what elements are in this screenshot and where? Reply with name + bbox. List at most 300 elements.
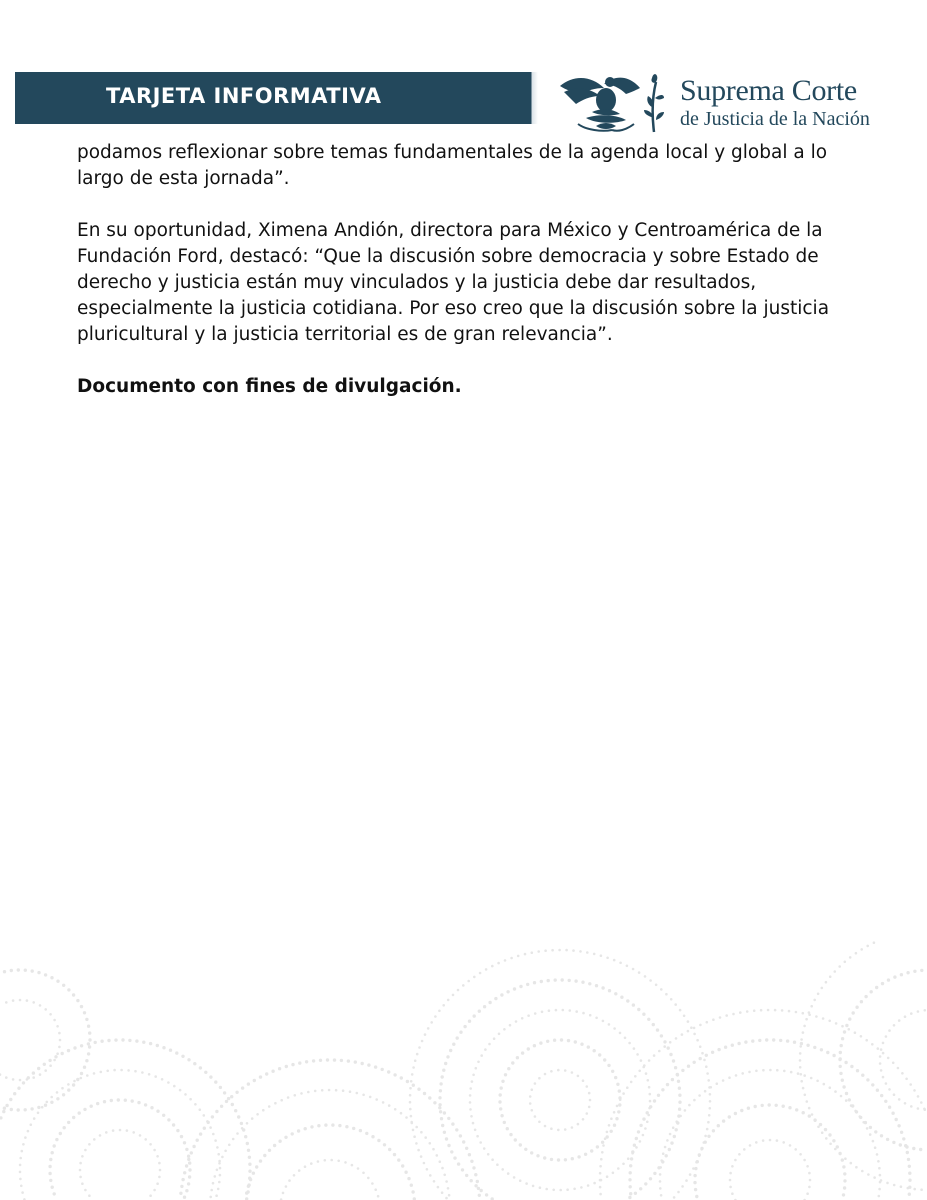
watermark-dot: [409, 1087, 412, 1090]
watermark-dot: [669, 1133, 672, 1136]
watermark-dot: [552, 1189, 555, 1192]
watermark-dot: [105, 1131, 108, 1134]
watermark-dot: [728, 1115, 731, 1118]
watermark-dot: [39, 1004, 42, 1007]
watermark-dot: [795, 1108, 798, 1111]
watermark-dot: [731, 1044, 734, 1047]
watermark-dot: [871, 1083, 874, 1086]
watermark-dot: [53, 1192, 56, 1195]
watermark-dot: [248, 1163, 251, 1166]
watermark-dot: [480, 1189, 483, 1192]
watermark-dot: [898, 1098, 901, 1101]
watermark-dot: [5, 1076, 8, 1079]
watermark-dot: [898, 1019, 901, 1022]
watermark-dot: [79, 1169, 82, 1172]
watermark-dot: [638, 1070, 641, 1073]
watermark-dot: [698, 1153, 701, 1156]
watermark-dot: [479, 972, 482, 975]
watermark-dot: [427, 1027, 430, 1030]
watermark-dot: [455, 1128, 458, 1131]
watermark-dot: [445, 1197, 448, 1200]
watermark-dot: [218, 1181, 221, 1184]
watermark-dot: [800, 1038, 803, 1041]
watermark-dot: [908, 1165, 911, 1168]
watermark-dot: [37, 1106, 40, 1109]
watermark-dot: [24, 969, 27, 972]
document-body: [77, 140, 867, 426]
watermark-dot: [917, 1095, 920, 1098]
watermark-dot: [534, 1082, 537, 1085]
watermark-dot: [599, 1165, 602, 1168]
watermark-dot: [538, 1121, 541, 1124]
watermark-dot: [439, 1089, 442, 1092]
watermark-dot: [462, 984, 465, 987]
watermark-dot: [80, 1077, 83, 1080]
watermark-dot: [835, 1022, 838, 1025]
watermark-dot: [176, 1129, 179, 1132]
watermark-dot: [544, 1125, 547, 1128]
watermark-dot: [724, 1046, 727, 1049]
watermark-dot: [707, 1121, 710, 1124]
watermark-dot: [693, 1181, 696, 1184]
watermark-dot: [215, 1110, 218, 1113]
watermark-dot: [310, 1125, 313, 1128]
watermark-dot: [628, 1196, 631, 1199]
watermark-dot: [183, 1141, 186, 1144]
watermark-dot: [219, 1174, 222, 1177]
watermark-dot: [452, 1043, 455, 1046]
watermark-dot: [640, 1059, 643, 1062]
watermark-dot: [468, 1153, 471, 1156]
watermark-dot: [134, 1070, 137, 1073]
watermark-dot: [247, 1185, 250, 1188]
watermark-dot: [587, 1184, 590, 1187]
watermark-dot: [50, 1101, 53, 1104]
watermark-dot: [300, 1092, 303, 1095]
watermark-dot: [617, 1167, 620, 1170]
watermark-dot: [442, 1069, 445, 1072]
watermark-dot: [167, 1118, 170, 1121]
watermark-dot: [746, 1010, 749, 1013]
watermark-dot: [420, 1131, 423, 1134]
watermark-dot: [246, 1142, 249, 1145]
watermark-dot: [324, 1159, 327, 1162]
watermark-dot: [475, 1067, 478, 1070]
watermark-dot: [81, 1182, 84, 1185]
watermark-dot: [859, 1116, 862, 1119]
watermark-dot: [37, 971, 40, 974]
watermark-dot: [135, 1039, 138, 1042]
watermark-dot: [544, 1073, 547, 1076]
watermark-dot: [503, 1121, 506, 1124]
watermark-dot: [860, 948, 863, 951]
watermark-dot: [421, 1040, 424, 1043]
watermark-dot: [255, 1165, 258, 1168]
watermark-dot: [312, 1059, 315, 1062]
watermark-dot: [326, 1058, 329, 1061]
watermark-dot: [747, 1107, 750, 1110]
watermark-dot: [10, 1108, 13, 1111]
watermark-dot: [388, 1104, 391, 1107]
watermark-dot: [32, 1076, 35, 1079]
watermark-dot: [741, 1072, 744, 1075]
watermark-dot: [149, 1143, 152, 1146]
watermark-dot: [124, 1099, 127, 1102]
watermark-dot: [805, 1018, 808, 1021]
watermark-dot: [154, 1075, 157, 1078]
watermark-dot: [648, 1086, 651, 1089]
watermark-dot: [565, 949, 568, 952]
watermark-dot: [158, 1162, 161, 1165]
watermark-dot: [99, 1134, 102, 1137]
watermark-dot: [917, 1107, 920, 1110]
watermark-dot: [401, 1164, 404, 1167]
watermark-dot: [507, 1172, 510, 1175]
watermark-dot: [876, 1089, 879, 1092]
watermark-dot: [513, 1176, 516, 1179]
watermark-dot: [748, 1071, 751, 1074]
watermark-dot: [913, 1188, 916, 1191]
watermark-dot: [488, 1043, 491, 1046]
watermark-dot: [624, 1037, 627, 1040]
watermark-dot: [681, 1033, 684, 1036]
watermark-dot: [873, 1176, 876, 1179]
watermark-dot: [291, 1063, 294, 1066]
watermark-dot: [907, 1187, 910, 1190]
watermark-dot: [219, 1167, 222, 1170]
watermark-dot: [479, 1141, 482, 1144]
watermark-dot: [443, 1131, 446, 1134]
watermark-dot: [631, 1150, 634, 1153]
watermark-dot: [810, 1077, 813, 1080]
watermark-dot: [710, 1086, 713, 1089]
watermark-dot: [615, 1117, 618, 1120]
watermark-dot: [187, 1058, 190, 1061]
watermark-dot: [772, 1038, 775, 1041]
watermark-dot: [441, 1167, 444, 1170]
watermark-dot: [433, 1180, 436, 1183]
watermark-dot: [167, 1081, 170, 1084]
watermark-dot: [632, 1003, 635, 1006]
watermark-dot: [409, 1101, 412, 1104]
watermark-dot: [540, 980, 543, 983]
watermark-dot: [85, 1059, 88, 1062]
watermark-dot: [610, 1117, 613, 1120]
watermark-dot: [904, 1015, 907, 1018]
watermark-dot: [450, 1150, 453, 1153]
watermark-dot: [842, 1085, 845, 1088]
watermark-dot: [564, 1069, 567, 1072]
watermark-dot: [76, 999, 79, 1002]
watermark-dot: [221, 1156, 224, 1159]
watermark-dot: [53, 1019, 56, 1022]
watermark-dot: [519, 1179, 522, 1182]
watermark-dot: [37, 1112, 40, 1115]
watermark-dot: [765, 1038, 768, 1041]
watermark-dot: [814, 1119, 817, 1122]
watermark-dot: [317, 1160, 320, 1163]
watermark-dot: [587, 1045, 590, 1048]
watermark-dot: [432, 1148, 435, 1151]
watermark-dot: [829, 1143, 832, 1146]
watermark-dot: [359, 1129, 362, 1132]
watermark-dot: [732, 1013, 735, 1016]
watermark-dot: [478, 1010, 481, 1013]
watermark-dot: [438, 1103, 441, 1106]
watermark-dot: [800, 1073, 803, 1076]
watermark-dot: [288, 1179, 291, 1182]
watermark-dot: [768, 1103, 771, 1106]
watermark-dot: [626, 965, 629, 968]
watermark-dot: [820, 1048, 823, 1051]
watermark-dot: [188, 1161, 191, 1164]
watermark-dot: [679, 1115, 682, 1118]
watermark-dot: [902, 1137, 905, 1140]
watermark-dot: [638, 971, 641, 974]
watermark-dot: [72, 1116, 75, 1119]
watermark-dot: [411, 1122, 414, 1125]
watermark-dot: [908, 1193, 911, 1196]
watermark-dot: [687, 1030, 690, 1033]
watermark-dot: [800, 1080, 803, 1083]
watermark-dot: [527, 1014, 530, 1017]
watermark-dot: [447, 999, 450, 1002]
watermark-dot: [438, 1106, 441, 1109]
watermark-dot: [282, 1192, 285, 1195]
watermark-dot: [865, 1039, 868, 1042]
watermark-dot: [183, 1196, 186, 1199]
watermark-dot: [632, 968, 635, 971]
watermark-dot: [816, 1080, 819, 1083]
watermark-dot: [524, 953, 527, 956]
watermark-dot: [870, 990, 873, 993]
watermark-dot: [840, 1044, 843, 1047]
watermark-dot: [463, 1025, 466, 1028]
watermark-dot: [606, 1131, 609, 1134]
watermark-dot: [214, 1175, 217, 1178]
watermark-dot: [823, 1083, 826, 1086]
watermark-dot: [62, 1126, 65, 1129]
watermark-dot: [217, 1188, 220, 1191]
watermark-dot: [448, 1194, 451, 1197]
watermark-dot: [83, 1011, 86, 1014]
watermark-dot: [500, 1114, 503, 1117]
watermark-dot: [708, 1114, 711, 1117]
watermark-dot: [656, 1028, 659, 1031]
watermark-dot: [162, 1046, 165, 1049]
watermark-dot: [905, 1078, 908, 1081]
watermark-dot: [776, 1139, 779, 1142]
watermark-dot: [190, 1151, 193, 1154]
watermark-dot: [132, 1131, 135, 1134]
watermark-dot: [487, 1153, 490, 1156]
watermark-dot: [893, 1024, 896, 1027]
watermark-dot: [291, 1132, 294, 1135]
watermark-dot: [848, 1028, 851, 1031]
watermark-dot: [716, 1082, 719, 1085]
watermark-dot: [411, 1190, 414, 1193]
watermark-dot: [268, 1105, 271, 1108]
watermark-dot: [860, 1035, 863, 1038]
watermark-dot: [878, 1167, 881, 1170]
watermark-dot: [828, 1133, 831, 1136]
watermark-dot: [43, 1063, 46, 1066]
watermark-dot: [224, 1150, 227, 1153]
watermark-dot: [864, 1121, 867, 1124]
watermark-dot: [851, 1104, 854, 1107]
watermark-dot: [189, 1098, 192, 1101]
watermark-dot: [800, 1042, 803, 1045]
watermark-dot: [413, 1135, 416, 1138]
watermark-dot: [599, 1186, 602, 1189]
watermark-dot: [51, 1186, 54, 1189]
watermark-dot: [84, 1189, 87, 1192]
watermark-dot: [474, 1184, 477, 1187]
watermark-dot: [521, 1017, 524, 1020]
watermark-dot: [533, 1044, 536, 1047]
watermark-dot: [875, 986, 878, 989]
watermark-dot: [717, 1124, 720, 1127]
watermark-dot: [470, 1115, 473, 1118]
watermark-dot: [244, 1135, 247, 1138]
watermark-dot: [76, 1078, 79, 1081]
watermark-dot: [644, 1127, 647, 1130]
watermark-dot: [734, 1112, 737, 1115]
watermark-dot: [821, 987, 824, 990]
watermark-dot: [824, 1128, 827, 1131]
watermark-dot: [855, 1110, 858, 1113]
watermark-dot: [338, 1124, 341, 1127]
watermark-dot: [619, 962, 622, 965]
watermark-dot: [637, 1130, 640, 1133]
watermark-dot: [547, 979, 550, 982]
watermark-dot: [511, 1061, 514, 1064]
watermark-dot: [17, 1087, 20, 1090]
watermark-dot: [361, 1062, 364, 1065]
watermark-dot: [841, 1037, 844, 1040]
watermark-dot: [826, 1051, 829, 1054]
watermark-dot: [493, 1037, 496, 1040]
watermark-dot: [737, 1042, 740, 1045]
watermark-dot: [17, 1108, 20, 1111]
watermark-dot: [22, 1081, 25, 1084]
watermark-dot: [188, 1175, 191, 1178]
watermark-dot: [554, 978, 557, 981]
watermark-dot: [707, 1079, 710, 1082]
watermark-dot: [30, 1107, 33, 1110]
watermark-dot: [619, 1098, 622, 1101]
watermark-dot: [256, 1113, 259, 1116]
watermark-dot: [84, 1149, 87, 1152]
watermark-dot: [648, 1059, 651, 1062]
watermark-dot: [869, 1133, 872, 1136]
watermark-dot: [247, 1149, 250, 1152]
watermark-dot: [788, 1010, 791, 1013]
watermark-dot: [874, 1146, 877, 1149]
watermark-dot: [782, 1105, 785, 1108]
watermark-dot: [393, 1073, 396, 1076]
watermark-dot: [494, 997, 497, 1000]
watermark-dot: [728, 1076, 731, 1079]
watermark-dot: [139, 1134, 142, 1137]
watermark-dot: [693, 1174, 696, 1177]
watermark-dot: [44, 1008, 47, 1011]
watermark-dot: [815, 1015, 818, 1018]
watermark-dot: [813, 999, 816, 1002]
watermark-dot: [488, 1001, 491, 1004]
watermark-dot: [441, 1124, 444, 1127]
watermark-dot: [722, 1119, 725, 1122]
watermark-dot: [557, 1158, 560, 1161]
watermark-dot: [717, 1048, 720, 1051]
watermark-dot: [230, 1095, 233, 1098]
watermark-dot: [362, 1172, 365, 1175]
watermark-dot: [180, 1135, 183, 1138]
watermark-dot: [2, 1110, 5, 1113]
watermark-dot: [158, 1176, 161, 1179]
watermark-dot: [328, 1089, 331, 1092]
watermark-dot: [907, 1158, 910, 1161]
watermark-dot: [477, 1187, 480, 1190]
watermark-dot: [900, 973, 903, 976]
watermark-dot: [61, 1052, 64, 1055]
watermark-dot: [612, 1172, 615, 1175]
watermark-dot: [252, 1172, 255, 1175]
watermark-dot: [675, 1120, 678, 1123]
watermark-dot: [880, 1134, 883, 1137]
watermark-dot: [400, 1076, 403, 1079]
watermark-dot: [699, 1024, 702, 1027]
watermark-dot: [693, 1027, 696, 1030]
watermark-dot: [678, 1108, 681, 1111]
watermark-dot: [447, 1187, 450, 1190]
watermark-dot: [181, 1055, 184, 1058]
watermark-dot: [762, 1139, 765, 1142]
watermark-dot: [367, 1063, 370, 1066]
watermark-dot: [83, 1066, 86, 1069]
watermark-dot: [561, 978, 564, 981]
watermark-dot: [553, 1039, 556, 1042]
watermark-dot: [642, 1013, 645, 1016]
watermark-dot: [678, 1101, 681, 1104]
watermark-dot: [148, 1073, 151, 1076]
watermark-dot: [908, 1172, 911, 1175]
watermark-dot: [506, 990, 509, 993]
watermark-dot: [786, 1039, 789, 1042]
watermark-dot: [56, 1091, 59, 1094]
watermark-dot: [443, 1174, 446, 1177]
watermark-dot: [499, 1107, 502, 1110]
watermark-dot: [216, 1169, 219, 1172]
watermark-dot: [527, 1047, 530, 1050]
watermark-dot: [278, 1067, 281, 1070]
watermark-dot: [470, 1160, 473, 1163]
watermark-dot: [704, 1141, 707, 1144]
watermark-dot: [31, 969, 34, 972]
watermark-dot: [769, 1139, 772, 1142]
watermark-dot: [699, 1045, 702, 1048]
watermark-dot: [586, 1112, 589, 1115]
watermark-dot: [500, 1086, 503, 1089]
watermark-dot: [406, 1080, 409, 1083]
watermark-dot: [848, 1017, 851, 1020]
watermark-dot: [825, 1137, 828, 1140]
watermark-dot: [185, 1189, 188, 1192]
watermark-dot: [517, 955, 520, 958]
watermark-dot: [397, 1158, 400, 1161]
watermark-dot: [117, 1098, 120, 1101]
watermark-dot: [802, 1031, 805, 1034]
